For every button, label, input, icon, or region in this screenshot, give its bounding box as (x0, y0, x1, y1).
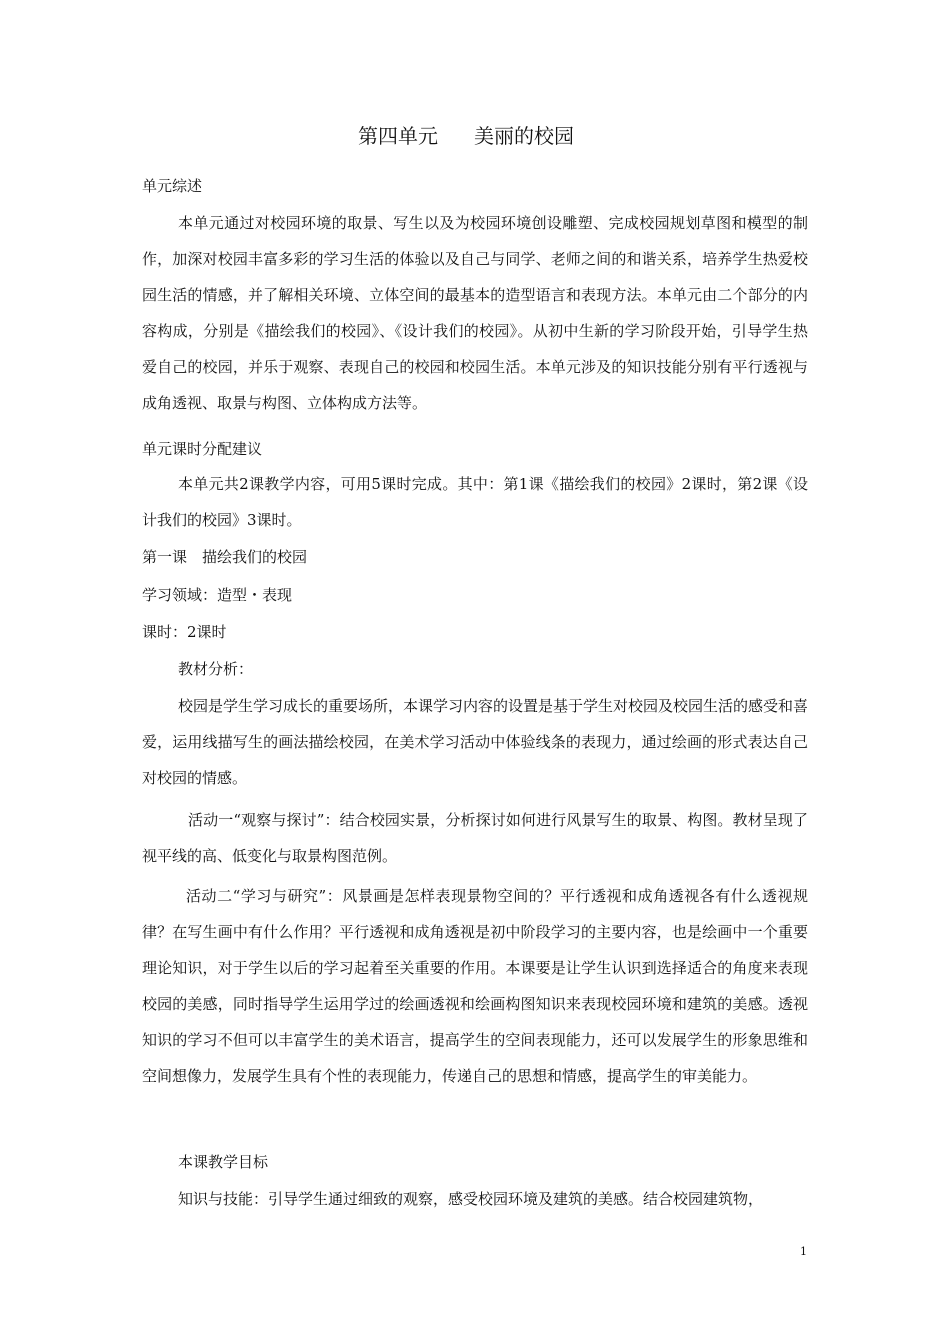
paragraph-teaching-goals: 知识与技能：引导学生通过细致的观察，感受校园环境及建筑的美感。结合校园建筑物， (178, 1190, 764, 1208)
paragraph-activity-one: 活动一“观察与探讨”：结合校园实景，分析探讨如何进行风景写生的取景、构图。教材呈现了视平线的高、低变化与取景构图范例。 (142, 811, 808, 865)
lesson-title: 第一课 描绘我们的校园 (142, 548, 308, 566)
page-number: 1 (800, 1245, 807, 1258)
heading-hour-allocation: 单元课时分配建议 (142, 440, 263, 458)
heading-material-analysis: 教材分析： (178, 660, 254, 678)
unit-title-number: 第四单元 (358, 124, 438, 148)
heading-teaching-goals: 本课教学目标 (178, 1153, 269, 1171)
paragraph-activity-two: 活动二“学习与研究”：风景画是怎样表现景物空间的？平行透视和成角透视各有什么透视规律？在写生画中有什么作用？平行透视和成角透视是初中阶段学习的主要内容，也是绘画中一个重要理论知识，对于学生以后的学习起着至关重要的作用。本课要是让学生认识到选择适合的角度来表现校园的美感，同时指导学生运用学过的绘画透视和绘画构图知识来表现校园环境和建筑的美感。透视知识的学习不但可以丰富学生的美术语言，提高学生的空间表现能力，还可以发展学生的形象思维和空间想像力，发展学生具有个性的表现能力，传递自己的思想和情感，提高学生的审美能力。 (142, 887, 808, 1085)
learning-field: 学习领域：造型・表现 (142, 586, 293, 604)
class-hours: 课时：2课时 (142, 623, 227, 641)
heading-unit-overview: 单元综述 (142, 177, 203, 195)
paragraph-unit-overview: 本单元通过对校园环境的取景、写生以及为校园环境创设雕塑、完成校园规划草图和模型的制作，加深对校园丰富多彩的学习生活的体验以及自己与同学、老师之间的和谐关系，培养学生热爱校园生活的情感，并了解相关环境、立体空间的最基本的造型语言和表现方法。本单元由二个部分的内容构成，分别是《描绘我们的校园》、《设计我们的校园》。从初中生新的学习阶段开始，引导学生热爱自己的校园，并乐于观察、表现自己的校园和校园生活。本单元涉及的知识技能分别有平行透视与成角透视、取景与构图、立体构成方法等。 (142, 214, 808, 412)
unit-title (358, 123, 574, 149)
paragraph-hour-allocation: 本单元共2课教学内容，可用5课时完成。其中：第1课《描绘我们的校园》2课时，第2课《设计我们的校园》3课时。 (142, 475, 808, 529)
unit-title-name: 美丽的校园 (474, 124, 574, 148)
paragraph-material-analysis: 校园是学生学习成长的重要场所，本课学习内容的设置是基于学生对校园及校园生活的感受和喜爱，运用线描写生的画法描绘校园，在美术学习活动中体验线条的表现力，通过绘画的形式表达自己对校园的情感。 (142, 697, 809, 787)
